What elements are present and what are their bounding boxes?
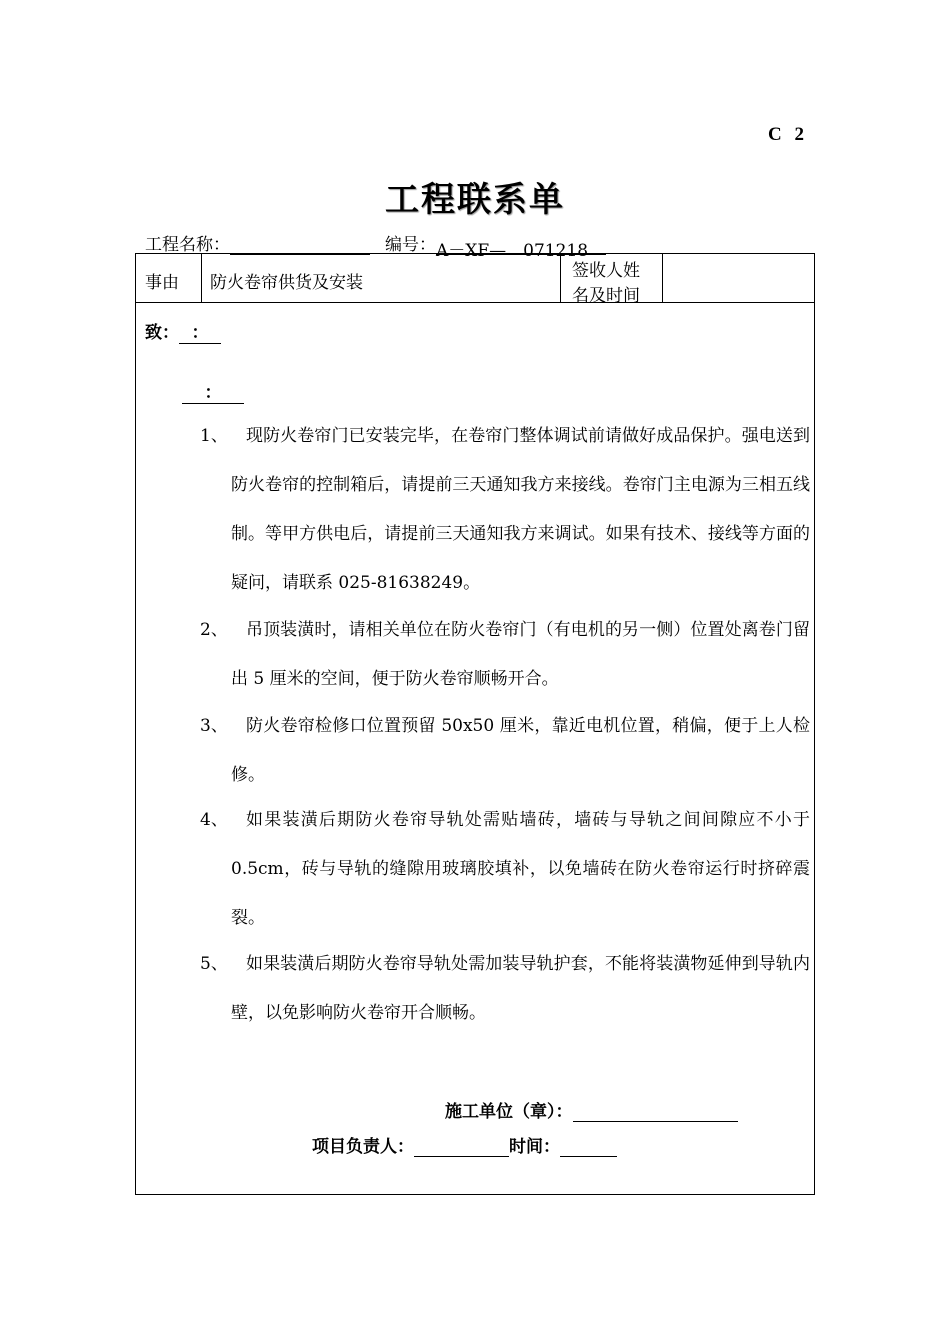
time-blank [560, 1138, 617, 1157]
to-label: 致： [145, 323, 179, 343]
page-title: 工程联系单 [385, 180, 565, 220]
item-number: 5、 [200, 954, 228, 974]
addressee-blank-2: ： [182, 378, 244, 404]
item-text: 现防火卷帘门已安装完毕，在卷帘门整体调试前请做好成品保护。强电送到防火卷帘的控制箱后，请提前三天通知我方来接线。卷帘门主电源为三相五线制。等甲方供电后，请提前三天通知我方来调试。如果有技术、接线等方面的疑问，请联系 025-81638249。 [231, 426, 810, 593]
project-name-row [145, 230, 370, 255]
divider [560, 253, 561, 303]
construction-unit-row [445, 1097, 738, 1122]
manager-label: 项目负责人： [312, 1137, 414, 1157]
item-text: 如果装潢后期防火卷帘导轨处需加装导轨护套，不能将装潢物延伸到导轨内壁，以免影响防火卷帘开合顺畅。 [231, 954, 810, 1023]
list-item [200, 796, 810, 943]
receiver-label-line1: 签收人姓 [572, 261, 640, 281]
divider [201, 253, 202, 303]
list-item [200, 702, 810, 800]
number-row [385, 230, 606, 261]
item-number: 1、 [200, 426, 228, 446]
item-text: 防火卷帘检修口位置预留 50x50 厘米，靠近电机位置，稍偏，便于上人检修。 [231, 716, 810, 785]
item-text: 如果装潢后期防火卷帘导轨处需贴墙砖，墙砖与导轨之间间隙应不小于 0.5cm，砖与导轨的缝隙用玻璃胶填补，以免墙砖在防火卷帘运行时挤碎震裂。 [231, 810, 810, 928]
item-number: 3、 [200, 716, 228, 736]
addressee-line-1 [145, 318, 221, 344]
number-value: A－XF— 071218 [436, 236, 606, 255]
subject-label: 事由 [145, 273, 179, 293]
list-item [200, 412, 810, 608]
manager-row [312, 1132, 617, 1157]
divider [135, 302, 815, 303]
number-label: 编号： [385, 235, 436, 255]
project-name-label: 工程名称： [145, 235, 230, 255]
list-item [200, 940, 810, 1038]
receiver-label-line2: 名及时间 [572, 286, 640, 306]
addressee-line-2 [182, 378, 244, 404]
manager-blank [414, 1138, 509, 1157]
item-text: 吊顶装潢时，请相关单位在防火卷帘门（有电机的另一侧）位置处离卷门留出 5 厘米的空间，便于防火卷帘顺畅开合。 [231, 620, 810, 689]
divider [662, 253, 663, 303]
list-item [200, 606, 810, 704]
construction-unit-label: 施工单位（章）： [445, 1102, 573, 1122]
subject-value: 防火卷帘供货及安装 [210, 273, 363, 293]
addressee-blank-1: ： [179, 318, 221, 344]
item-number: 2、 [200, 620, 228, 640]
construction-unit-blank [573, 1103, 738, 1122]
time-label: 时间： [509, 1137, 560, 1157]
item-number: 4、 [200, 810, 228, 830]
document-code: C 2 [768, 124, 808, 145]
